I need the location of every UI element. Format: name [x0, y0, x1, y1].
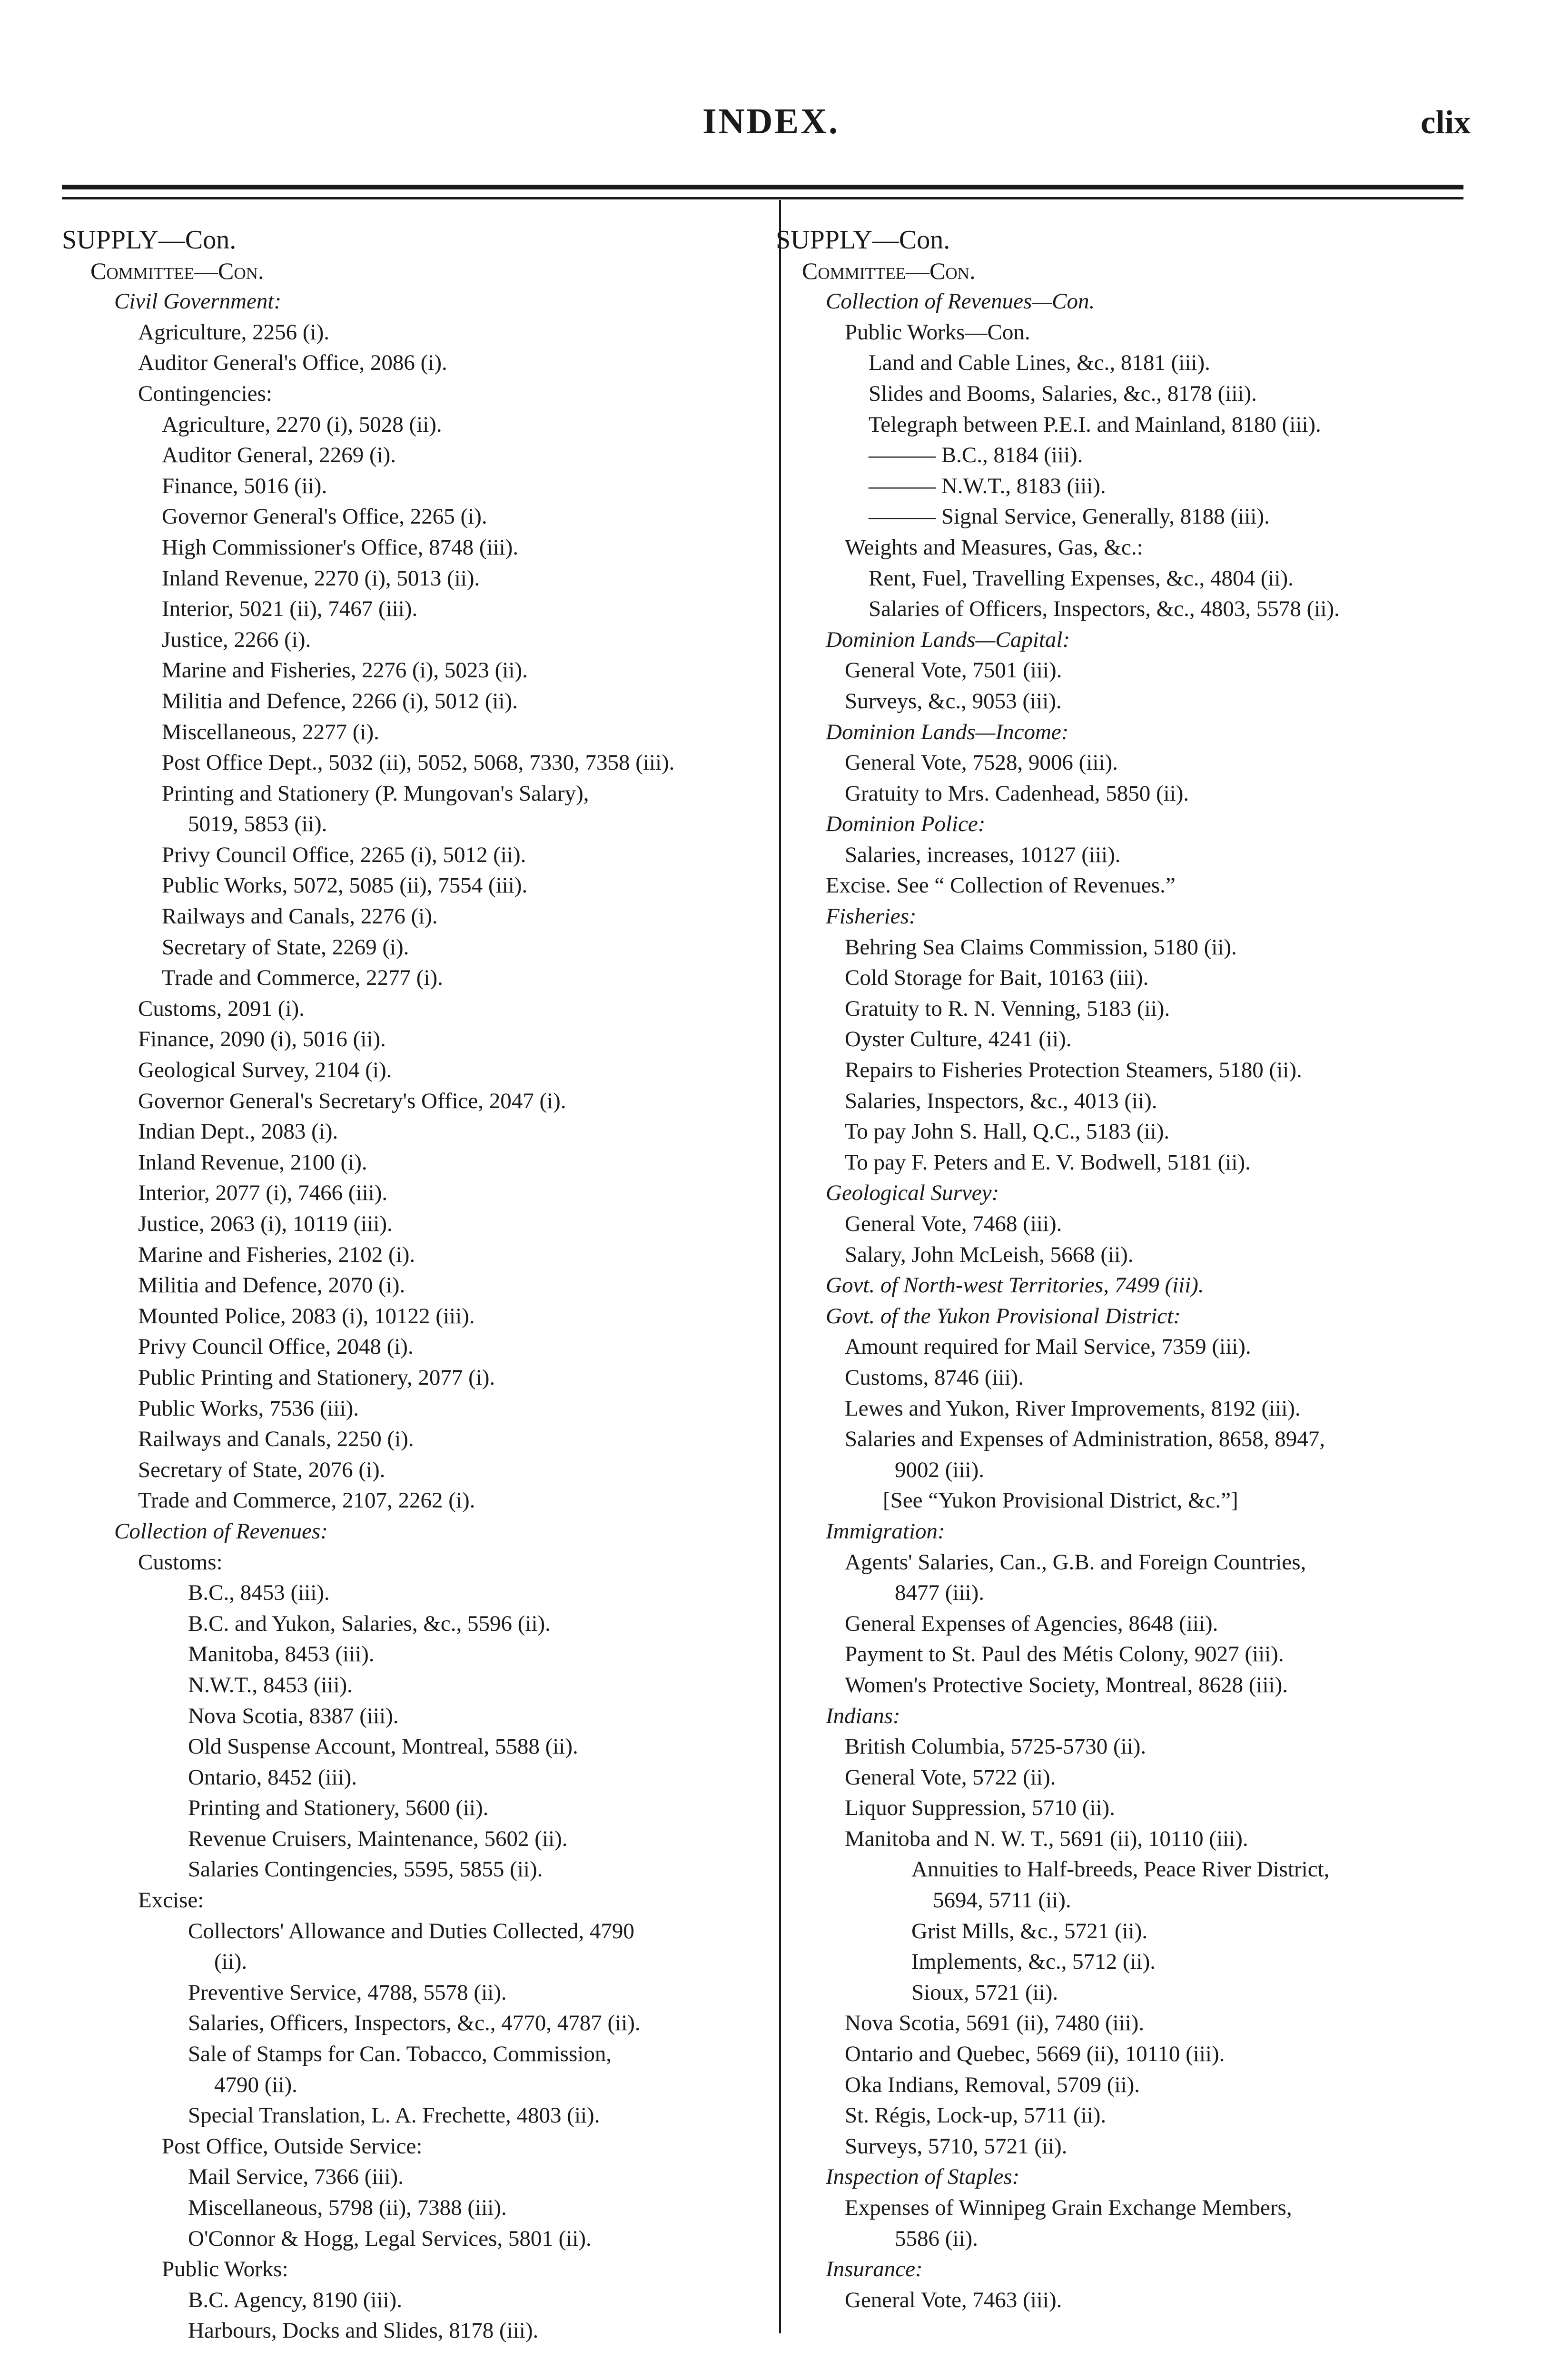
- index-entry: Privy Council Office, 2265 (i), 5012 (ii).: [162, 842, 526, 867]
- index-entry: Mail Service, 7366 (iii).: [188, 2164, 404, 2190]
- index-entry: Privy Council Office, 2048 (i).: [138, 1334, 414, 1359]
- index-entry: Printing and Stationery (P. Mungovan's Salary),: [162, 781, 589, 806]
- index-entry: General Expenses of Agencies, 8648 (iii).: [845, 1611, 1218, 1636]
- index-entry: British Columbia, 5725-5730 (ii).: [845, 1734, 1147, 1759]
- index-entry: Justice, 2266 (i).: [162, 627, 311, 652]
- index-entry: Collectors' Allowance and Duties Collected, 4790: [188, 1918, 634, 1944]
- index-entry: Secretary of State, 2269 (i).: [162, 934, 409, 960]
- index-entry: (ii).: [214, 1949, 247, 1974]
- index-entry: [See “Yukon Provisional District, &c.”]: [883, 1488, 1238, 1513]
- index-entry: To pay John S. Hall, Q.C., 5183 (ii).: [845, 1119, 1170, 1144]
- index-entry: Excise:: [138, 1888, 204, 1913]
- index-entry: Lewes and Yukon, River Improvements, 8192 (iii).: [845, 1396, 1301, 1421]
- index-entry: B.C. and Yukon, Salaries, &c., 5596 (ii).: [188, 1611, 551, 1636]
- index-entry: General Vote, 7468 (iii).: [845, 1211, 1062, 1236]
- index-entry: Railways and Canals, 2276 (i).: [162, 904, 438, 929]
- index-entry: Land and Cable Lines, &c., 8181 (iii).: [869, 350, 1210, 376]
- index-entry: Preventive Service, 4788, 5578 (ii).: [188, 1980, 507, 2005]
- index-entry: Trade and Commerce, 2277 (i).: [162, 965, 443, 991]
- header-rule: [62, 185, 1463, 189]
- index-entry: Finance, 5016 (ii).: [162, 473, 327, 498]
- right-column: [776, 225, 1466, 2315]
- index-entry: Women's Protective Society, Montreal, 8628 (iii).: [845, 1672, 1288, 1697]
- index-entry: Weights and Measures, Gas, &c.:: [845, 535, 1143, 560]
- index-entry: Auditor General, 2269 (i).: [162, 443, 396, 468]
- index-entry: Excise. See “ Collection of Revenues.”: [826, 873, 1176, 898]
- index-entry: Salaries, increases, 10127 (iii).: [845, 842, 1121, 867]
- index-entry: Ontario, 8452 (iii).: [188, 1765, 357, 1790]
- index-entry: Dominion Lands—Capital:: [826, 627, 1070, 652]
- index-entry: Interior, 2077 (i), 7466 (iii).: [138, 1180, 388, 1206]
- index-entry: High Commissioner's Office, 8748 (iii).: [162, 535, 519, 560]
- index-entry: Committee—Con.: [90, 257, 264, 284]
- index-entry: Fisheries:: [826, 904, 917, 929]
- index-entry: Surveys, 5710, 5721 (ii).: [845, 2133, 1068, 2159]
- index-entry: Gratuity to R. N. Venning, 5183 (ii).: [845, 996, 1170, 1021]
- index-entry: ——— Signal Service, Generally, 8188 (iii).: [869, 504, 1270, 529]
- index-entry: Contingencies:: [138, 381, 272, 406]
- index-entry: Slides and Booms, Salaries, &c., 8178 (iii).: [869, 381, 1257, 406]
- index-entry: Railways and Canals, 2250 (i).: [138, 1427, 414, 1452]
- index-entry: Committee—Con.: [802, 257, 976, 284]
- index-entry: ——— B.C., 8184 (iii).: [869, 443, 1083, 468]
- index-entry: Mounted Police, 2083 (i), 10122 (iii).: [138, 1303, 475, 1329]
- index-entry: Manitoba and N. W. T., 5691 (ii), 10110 (iii).: [845, 1826, 1248, 1851]
- index-entry: Special Translation, L. A. Frechette, 4803 (ii).: [188, 2103, 600, 2128]
- index-entry: Annuities to Half-breeds, Peace River District,: [911, 1857, 1330, 1882]
- index-entry: Gratuity to Mrs. Cadenhead, 5850 (ii).: [845, 781, 1189, 806]
- index-entry: Public Works, 5072, 5085 (ii), 7554 (iii).: [162, 873, 528, 898]
- index-entry: 4790 (ii).: [214, 2072, 297, 2097]
- page-title: INDEX.: [702, 101, 840, 141]
- index-entry: SUPPLY—Con.: [62, 225, 237, 255]
- index-entry: Telegraph between P.E.I. and Mainland, 8180 (iii).: [869, 412, 1321, 437]
- index-entry: Printing and Stationery, 5600 (ii).: [188, 1795, 489, 1821]
- index-entry: 5019, 5853 (ii).: [188, 812, 327, 837]
- index-entry: Dominion Police:: [826, 812, 986, 837]
- index-entry: Indian Dept., 2083 (i).: [138, 1119, 338, 1144]
- index-entry: Governor General's Secretary's Office, 2047 (i).: [138, 1088, 566, 1113]
- index-entry: General Vote, 7501 (iii).: [845, 658, 1062, 683]
- index-entry: B.C., 8453 (iii).: [188, 1580, 330, 1606]
- index-entry: Behring Sea Claims Commission, 5180 (ii).: [845, 934, 1237, 960]
- index-entry: Grist Mills, &c., 5721 (ii).: [911, 1918, 1148, 1944]
- index-entry: General Vote, 7528, 9006 (iii).: [845, 750, 1118, 775]
- index-entry: Ontario and Quebec, 5669 (ii), 10110 (iii).: [845, 2042, 1225, 2067]
- page-number: clix: [1421, 104, 1471, 141]
- index-entry: Oyster Culture, 4241 (ii).: [845, 1027, 1072, 1052]
- index-entry: O'Connor & Hogg, Legal Services, 5801 (ii).: [188, 2226, 592, 2251]
- index-entry: Payment to St. Paul des Métis Colony, 9027 (iii).: [845, 1642, 1284, 1667]
- index-entry: Inland Revenue, 2270 (i), 5013 (ii).: [162, 565, 480, 591]
- index-entry: Harbours, Docks and Slides, 8178 (iii).: [188, 2318, 539, 2343]
- index-entry: Collection of Revenues:: [114, 1518, 328, 1544]
- index-entry: Salaries and Expenses of Administration, 8658, 8947,: [845, 1427, 1325, 1452]
- index-entry: Liquor Suppression, 5710 (ii).: [845, 1795, 1115, 1821]
- index-entry: Oka Indians, Removal, 5709 (ii).: [845, 2072, 1140, 2097]
- index-entry: Indians:: [826, 1703, 900, 1728]
- index-entry: 9002 (iii).: [895, 1457, 984, 1482]
- index-entry: Militia and Defence, 2266 (i), 5012 (ii).: [162, 688, 518, 714]
- index-entry: ——— N.W.T., 8183 (iii).: [869, 473, 1106, 498]
- index-entry: Governor General's Office, 2265 (i).: [162, 504, 487, 529]
- index-entry: Govt. of North-west Territories, 7499 (iii).: [826, 1273, 1204, 1298]
- index-entry: General Vote, 7463 (iii).: [845, 2287, 1062, 2312]
- index-entry: Insurance:: [826, 2257, 923, 2282]
- index-entry: Customs, 8746 (iii).: [845, 1365, 1024, 1390]
- index-entry: Salaries, Inspectors, &c., 4013 (ii).: [845, 1088, 1157, 1113]
- index-entry: Public Works, 7536 (iii).: [138, 1396, 359, 1421]
- index-entry: St. Régis, Lock-up, 5711 (ii).: [845, 2103, 1107, 2128]
- index-entry: Post Office, Outside Service:: [162, 2133, 423, 2159]
- index-entry: Civil Government:: [114, 289, 282, 314]
- index-entry: Cold Storage for Bait, 10163 (iii).: [845, 965, 1149, 991]
- index-entry: B.C. Agency, 8190 (iii).: [188, 2287, 402, 2312]
- index-entry: SUPPLY—Con.: [776, 225, 950, 255]
- index-entry: Nova Scotia, 5691 (ii), 7480 (iii).: [845, 2011, 1145, 2036]
- index-entry: Geological Survey:: [826, 1180, 999, 1206]
- index-entry: Marine and Fisheries, 2102 (i).: [138, 1242, 415, 1267]
- index-entry: Implements, &c., 5712 (ii).: [911, 1949, 1156, 1974]
- index-entry: Sioux, 5721 (ii).: [911, 1980, 1058, 2005]
- index-entry: Secretary of State, 2076 (i).: [138, 1457, 386, 1482]
- index-entry: 8477 (iii).: [895, 1580, 984, 1606]
- index-entry: Militia and Defence, 2070 (i).: [138, 1273, 405, 1298]
- index-entry: To pay F. Peters and E. V. Bodwell, 5181 (ii).: [845, 1150, 1251, 1175]
- index-entry: Inland Revenue, 2100 (i).: [138, 1150, 367, 1175]
- index-entry: Finance, 2090 (i), 5016 (ii).: [138, 1027, 386, 1052]
- index-entry: Salaries Contingencies, 5595, 5855 (ii).: [188, 1857, 543, 1882]
- index-entry: Nova Scotia, 8387 (iii).: [188, 1703, 399, 1728]
- index-entry: 5694, 5711 (ii).: [933, 1888, 1071, 1913]
- index-entry: Repairs to Fisheries Protection Steamers, 5180 (ii).: [845, 1058, 1302, 1083]
- index-entry: Post Office Dept., 5032 (ii), 5052, 5068, 7330, 7358 (iii).: [162, 750, 675, 775]
- index-entry: Agriculture, 2270 (i), 5028 (ii).: [162, 412, 442, 437]
- index-entry: N.W.T., 8453 (iii).: [188, 1672, 353, 1697]
- index-entry: Public Works—Con.: [845, 319, 1030, 345]
- index-entry: Inspection of Staples:: [826, 2164, 1020, 2190]
- index-entry: Collection of Revenues—Con.: [826, 289, 1095, 314]
- index-entry: Revenue Cruisers, Maintenance, 5602 (ii).: [188, 1826, 568, 1851]
- index-entry: Marine and Fisheries, 2276 (i), 5023 (ii).: [162, 658, 528, 683]
- index-entry: Salary, John McLeish, 5668 (ii).: [845, 1242, 1134, 1267]
- index-entry: Dominion Lands—Income:: [826, 719, 1069, 744]
- index-entry: General Vote, 5722 (ii).: [845, 1765, 1056, 1790]
- index-entry: Old Suspense Account, Montreal, 5588 (ii).: [188, 1734, 578, 1759]
- index-entry: 5586 (ii).: [895, 2226, 978, 2251]
- index-entry: Agents' Salaries, Can., G.B. and Foreign Countries,: [845, 1549, 1306, 1575]
- index-entry: Geological Survey, 2104 (i).: [138, 1058, 392, 1083]
- index-entry: Miscellaneous, 2277 (i).: [162, 719, 379, 744]
- index-entry: Customs, 2091 (i).: [138, 996, 305, 1021]
- index-entry: Public Printing and Stationery, 2077 (i).: [138, 1365, 495, 1390]
- index-entry: Sale of Stamps for Can. Tobacco, Commission,: [188, 2042, 612, 2067]
- index-entry: Expenses of Winnipeg Grain Exchange Members,: [845, 2195, 1292, 2220]
- index-entry: Public Works:: [162, 2257, 288, 2282]
- index-entry: Immigration:: [826, 1518, 945, 1544]
- index-entry: Agriculture, 2256 (i).: [138, 319, 330, 345]
- index-entry: Customs:: [138, 1549, 223, 1575]
- index-entry: Amount required for Mail Service, 7359 (iii).: [845, 1334, 1251, 1359]
- index-entry: Manitoba, 8453 (iii).: [188, 1642, 375, 1667]
- index-entry: Auditor General's Office, 2086 (i).: [138, 350, 447, 376]
- index-entry: Govt. of the Yukon Provisional District:: [826, 1303, 1181, 1329]
- index-entry: Justice, 2063 (i), 10119 (iii).: [138, 1211, 393, 1236]
- header-rule-thin: [62, 197, 1463, 199]
- index-entry: Salaries of Officers, Inspectors, &c., 4803, 5578 (ii).: [869, 596, 1340, 622]
- left-column: [62, 225, 771, 2346]
- index-entry: Rent, Fuel, Travelling Expenses, &c., 4804 (ii).: [869, 565, 1294, 591]
- index-entry: Interior, 5021 (ii), 7467 (iii).: [162, 596, 418, 622]
- index-entry: Salaries, Officers, Inspectors, &c., 4770, 4787 (ii).: [188, 2011, 641, 2036]
- index-entry: Surveys, &c., 9053 (iii).: [845, 688, 1062, 714]
- index-entry: Trade and Commerce, 2107, 2262 (i).: [138, 1488, 475, 1513]
- index-entry: Miscellaneous, 5798 (ii), 7388 (iii).: [188, 2195, 507, 2220]
